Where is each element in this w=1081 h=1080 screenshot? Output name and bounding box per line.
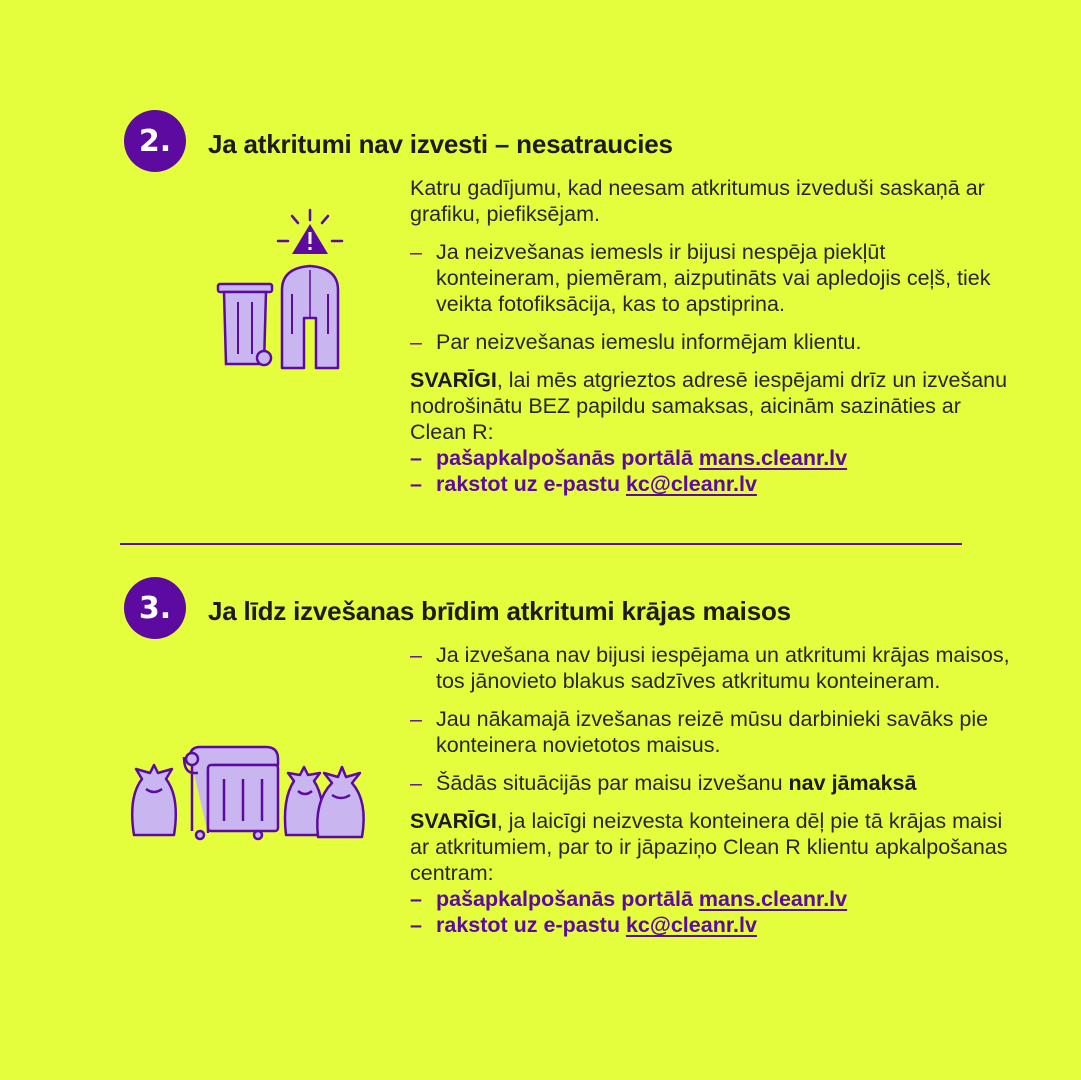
contact-email-label: rakstot uz e-pastu [436, 472, 620, 496]
section-2-important-text: , lai mēs atgrieztos adresē iespējami drīz un izvešanu nodrošinātu BEZ papildu samaksas, aicinām sazināties ar Clean R: [410, 368, 1008, 444]
dash-icon: – [410, 446, 422, 470]
important-label: SVARĪGI [410, 368, 497, 392]
important-label: SVARĪGI [410, 809, 497, 833]
section-2-body [410, 175, 1010, 497]
dash-icon: – [410, 330, 422, 354]
section-2-contact-portal [410, 445, 1010, 471]
contact-email-label: rakstot uz e-pastu [436, 913, 620, 937]
section-2-bullet-1-text: Ja neizvešanas iemesls ir bijusi nespēja piekļūt konteineram, piemēram, aizputināts vai apledojis ceļš, tiek veikta fotofiksācija, kas to apstiprina. [436, 240, 991, 316]
container-with-bags-icon [128, 745, 370, 845]
section-3-bullet-1-text: Ja izvešana nav bijusi iespējama un atkritumi krājas maisos, tos jānovieto blakus sadzīves atkritumu konteineram. [436, 643, 1010, 693]
section-2-important [410, 367, 1010, 445]
section-3-bullet-3-bold: nav jāmaksā [788, 771, 917, 795]
contact-portal-label: pašapkalpošanās portālā [436, 887, 693, 911]
dash-icon: – [410, 771, 422, 795]
section-3-number: 3. [138, 590, 172, 626]
section-3-number-badge [124, 577, 186, 639]
section-3-bullet-3-text: Šādās situācijās par maisu izvešanu [436, 771, 783, 795]
section-3-body [410, 642, 1010, 938]
section-3-bullet-2-text: Jau nākamajā izvešanas reizē mūsu darbinieki savāks pie konteinera novietotos maisus. [436, 707, 989, 757]
section-2-number-badge [124, 110, 186, 172]
section-2-intro: Katru gadījumu, kad neesam atkritumus izveduši saskaņā ar grafiku, piefiksējam. [410, 176, 985, 226]
section-3-important-text: , ja laicīgi neizvesta konteinera dēļ pie tā krājas maisi ar atkritumiem, par to ir jāpaziņo Clean R klientu apkalpošanas centram: [410, 809, 1008, 885]
section-2-bullet-1 [410, 239, 1010, 317]
dash-icon: – [410, 472, 422, 496]
contact-portal-label: pašapkalpošanās portālā [436, 446, 693, 470]
email-link[interactable]: kc@cleanr.lv [625, 472, 757, 496]
section-2-contact-email [410, 471, 1010, 497]
section-3-bullet-2 [410, 706, 1010, 758]
section-3-important [410, 808, 1010, 886]
person-with-warning-and-bin-icon [212, 208, 348, 373]
portal-link[interactable]: mans.cleanr.lv [698, 446, 848, 470]
dash-icon: – [410, 913, 422, 937]
section-2-bullet-2 [410, 329, 1010, 355]
section-2-title: Ja atkritumi nav izvesti – nesatraucies [208, 129, 673, 159]
section-3-contact-portal [410, 886, 1010, 912]
dash-icon: – [410, 240, 422, 264]
dash-icon: – [410, 887, 422, 911]
section-divider [120, 543, 962, 545]
section-3-contact-email [410, 912, 1010, 938]
section-2-bullet-2-text: Par neizvešanas iemeslu informējam klientu. [436, 330, 862, 354]
section-3-title: Ja līdz izvešanas brīdim atkritumi krājas maisos [208, 596, 791, 626]
dash-icon: – [410, 707, 422, 731]
section-2-number: 2. [138, 123, 172, 159]
email-link[interactable]: kc@cleanr.lv [625, 913, 757, 937]
section-3-bullet-3 [410, 770, 1010, 796]
section-3-bullet-1 [410, 642, 1010, 694]
dash-icon: – [410, 643, 422, 667]
portal-link[interactable]: mans.cleanr.lv [698, 887, 848, 911]
